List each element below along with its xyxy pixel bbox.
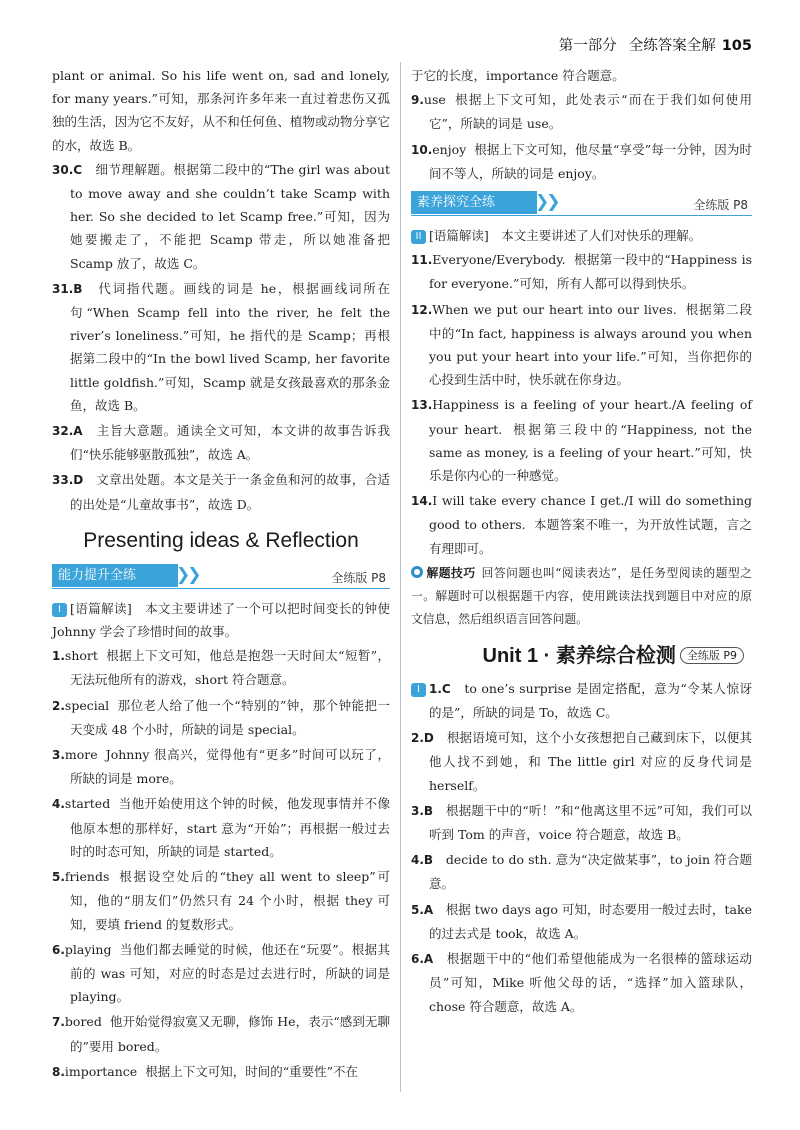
item-explanation: 根据设空处后的“they all went to sleep”可知，他的“朋友们”仍然只有 24 个小时，根据 they 可知，要填 friend 的复数形式。: [70, 869, 390, 932]
left-column: [52, 64, 390, 1086]
answer-item-u6: [411, 947, 752, 1018]
item-number: 1.: [52, 649, 65, 664]
answer-item-10: [411, 138, 752, 185]
unit-version-pill: 全练版 P9: [680, 647, 744, 664]
banner-underline: [411, 215, 752, 216]
answer-item-12: [411, 298, 752, 392]
item-number: 5.A: [411, 902, 434, 917]
answer-item-3: [52, 743, 390, 790]
solving-tip: [411, 562, 752, 631]
item-number: 8.: [52, 1064, 65, 1079]
item-number: 2.D: [411, 731, 434, 746]
item-explanation: 根据 two days ago 可知，时态要用一般过去时，take 的过去式是 took，故选 A。: [429, 901, 752, 941]
item-number: 2.: [52, 698, 65, 713]
answer-item-u2: [411, 726, 752, 797]
banner-underline: [52, 588, 390, 589]
item-number: 6.: [52, 942, 65, 957]
answer-item-30: [52, 158, 390, 275]
item-number: 31.B: [52, 281, 83, 296]
page-header: [559, 34, 752, 55]
item-explanation: 根据题干中的“听！”和“他离这里不远”可知，我们可以听到 Tom 的声音，voice 符合题意，故选 B。: [429, 802, 752, 843]
answer-item-u5: [411, 898, 752, 945]
chevron-arrows-icon: ❯❯: [176, 564, 199, 585]
item-number: 13.: [411, 398, 433, 413]
chevron-arrows-icon: ❯❯: [535, 192, 558, 213]
page-number: 105: [721, 38, 752, 54]
item-number: 30.C: [52, 162, 83, 177]
answer-item-u4: [411, 848, 752, 895]
section-title: Presenting ideas & Reflection: [83, 528, 359, 552]
roman-numeral-badge: II: [411, 230, 426, 244]
banner-version: 全练版 P8: [331, 570, 386, 585]
item-explanation: Johnny 很高兴，觉得他有“更多”时间可以玩了，所缺的词是 more。: [70, 747, 390, 787]
banner-version: 全练版 P8: [693, 198, 748, 213]
item-number: 10.: [411, 142, 433, 157]
item-number: 4.: [52, 797, 65, 812]
item-explanation: 代词指代题。画线的词是 he，根据画线词所在句“When Scamp fell into the river, he felt the river’s loneliness.”可知，he 指代的是 Scamp；再根据第二段中的“In the bowl lived Scamp, her favorite little goldfish.”可知，Scamp 就是女孩最喜欢的那条金鱼，故选 B。: [70, 280, 390, 413]
item-answer: more: [64, 747, 98, 763]
answer-item-31: [52, 277, 390, 417]
left-intro-paragraph: plant or animal. So his life went on, sad and lonely, for many years.”可知，那条河许多年来一直过着悲伤又孤独的生活，因为它不友好，从不和任何鱼、植物或动物分享它的水，故选 B。: [52, 68, 390, 153]
section-banner-ability: [52, 564, 390, 589]
answer-item-6: [52, 938, 390, 1009]
item-number: 4.B: [411, 853, 434, 868]
item-explanation: 根据上下文可知，时间的“重要性”不在: [145, 1063, 358, 1079]
item-explanation: 主旨大意题。通读全文可知，本文讲的故事告诉我们“快乐能够驱散孤独”，故选 A。: [70, 423, 390, 463]
answer-item-13: [411, 393, 752, 487]
item-explanation: 根据上下文可知，他尽量“享受”每一分钟，因为时间不等人，所缺的词是 enjoy。: [429, 141, 752, 181]
item-number: 1.C: [429, 681, 451, 696]
item-number: 14.: [411, 494, 433, 509]
item-answer: importance: [64, 1063, 138, 1079]
item-number: 9.: [411, 93, 424, 108]
unit-title: Unit 1 · 素养综合检测: [482, 644, 676, 667]
banner-label: 素养探究全练: [411, 191, 537, 214]
right-column: [411, 64, 752, 1020]
header-title: 全练答案全解: [628, 38, 716, 54]
passage-summary-text: [语篇解读] 本文主要讲述了一个可以把时间变长的钟使 Johnny 学会了珍惜时间的故事。: [52, 600, 390, 640]
item-explanation: 根据第二段中的“In fact, happiness is always around you when you put your heart into your life.”可知，当你把你的心投到生活中时，快乐就在你身边。: [429, 301, 752, 388]
item-explanation: 根据第三段中的“Happiness, not the same as money, is a feeling of your heart.”可知，快乐是你内心的一种感觉。: [429, 421, 752, 484]
item-explanation: decide to do sth. 意为“决定做某事”，to join 符合题意。: [429, 852, 752, 892]
item-answer: I will take every chance I get./I will do something good to others.: [429, 493, 752, 533]
item-explanation: 根据题干中的“他们希望他能成为一名很棒的篮球运动员”可知，Mike 听他父母的话，“选择”加入篮球队，chose 符合题意，故选 A。: [429, 951, 752, 1014]
answer-item-2: [52, 694, 390, 741]
item-number: 6.A: [411, 952, 434, 967]
item-explanation: 本题答案不唯一，为开放性试题，言之有理即可。: [429, 517, 752, 556]
roman-numeral-badge: I: [411, 683, 426, 697]
item-answer: enjoy: [432, 141, 467, 157]
item-explanation: to one’s surprise 是固定搭配，意为“令某人惊讶的是”，所缺的词是 To，故选 C。: [429, 680, 752, 721]
answer-item-14: [411, 489, 752, 560]
item-number: 12.: [411, 302, 433, 317]
item-answer: special: [64, 697, 110, 713]
answer-item-4: [52, 792, 390, 863]
answer-item-7: [52, 1010, 390, 1057]
item-number: 7.: [52, 1015, 65, 1030]
answer-item-33: [52, 468, 390, 515]
section-banner-inquiry: [411, 191, 752, 216]
item-number: 3.: [52, 748, 65, 763]
unit-test-heading: [411, 641, 752, 671]
item-answer: use: [423, 92, 446, 108]
item-explanation: 当他开始使用这个钟的时候，他发现事情并不像他原本想的那样好，start 意为“开始”；再根据一般过去时的时态可知，所缺的词是 started。: [70, 796, 390, 859]
answer-item-32: [52, 419, 390, 466]
column-divider: [400, 62, 401, 1092]
passage-summary: [52, 597, 390, 643]
item-answer: friends: [64, 869, 110, 885]
answer-item-u3: [411, 799, 752, 846]
item-answer: When we put our heart into our lives.: [432, 301, 677, 317]
answer-item-5: [52, 865, 390, 936]
header-part: 第一部分: [558, 38, 617, 54]
answer-item-11: [411, 248, 752, 295]
item-explanation: 根据上下文可知，此处表示“而在于我们如何使用它”，所缺的词是 use。: [429, 92, 752, 132]
item-number: 5.: [52, 870, 65, 885]
tip-bulb-icon: [411, 566, 423, 578]
right-intro-paragraph: 于它的长度，importance 符合题意。: [411, 68, 625, 83]
item-explanation: 根据上下文可知，他总是抱怨一天时间太“短暂”，无法玩他所有的游戏，short 符合题意。: [70, 648, 390, 688]
answer-item-9: [411, 88, 752, 135]
item-number: 33.D: [52, 473, 84, 488]
item-explanation: 细节理解题。根据第二段中的“The girl was about to move away and she couldn’t take Scamp with her. So she decided to let Scamp free.”可知，因为她要搬走了，不能把 Scamp 带走，所以她准备把 Scamp 放了，故选 C。: [70, 161, 390, 271]
tip-text: 回答问题也叫“阅读表达”，是任务型阅读的题型之一。解题时可以根据题干内容，使用跳读法找到题目中对应的原文信息，然后组织语言回答问题。: [411, 565, 752, 626]
item-answer: short: [64, 648, 98, 664]
item-answer: started: [64, 796, 111, 812]
item-explanation: 根据第一段中的“Happiness is for everyone.”可知，所有人都可以得到快乐。: [429, 252, 752, 292]
answer-item-1: [52, 644, 390, 691]
item-explanation: 文章出处题。本文是关于一条金鱼和河的故事，合适的出处是“儿童故事书”，故选 D。: [70, 472, 390, 512]
banner-label: 能力提升全练: [52, 564, 178, 587]
item-answer: bored: [64, 1014, 102, 1030]
item-number: 11.: [411, 253, 433, 268]
passage-summary: [411, 224, 752, 247]
item-explanation: 当他们都去睡觉的时候，他还在“玩耍”。根据其前的 was 可知，对应的时态是过去进行时，所缺的词是 playing。: [70, 941, 390, 1005]
passage-summary-text: [语篇解读] 本文主要讲述了人们对快乐的理解。: [429, 228, 702, 244]
item-answer: playing: [64, 941, 112, 957]
answer-item-u1: [411, 677, 752, 724]
answer-item-8: [52, 1060, 390, 1084]
tip-title: 解题技巧: [426, 565, 476, 580]
item-explanation: 他开始觉得寂寞又无聊，修饰 He，表示“感到无聊的”要用 bored。: [70, 1014, 390, 1054]
item-answer: Everyone/Everybody.: [432, 252, 566, 268]
item-number: 3.B: [411, 803, 434, 818]
roman-numeral-badge: I: [52, 603, 67, 617]
item-number: 32.A: [52, 424, 83, 439]
item-explanation: 根据语境可知，这个小女孩想把自己藏到床下，以便其他人找不到她，和 The little girl 对应的反身代词是 herself。: [429, 730, 752, 793]
item-answer: Happiness is a feeling of your heart./A feeling of your heart.: [429, 397, 752, 437]
item-explanation: 那位老人给了他一个“特别的”钟，那个钟能把一天变成 48 个小时，所缺的词是 special。: [70, 697, 390, 737]
